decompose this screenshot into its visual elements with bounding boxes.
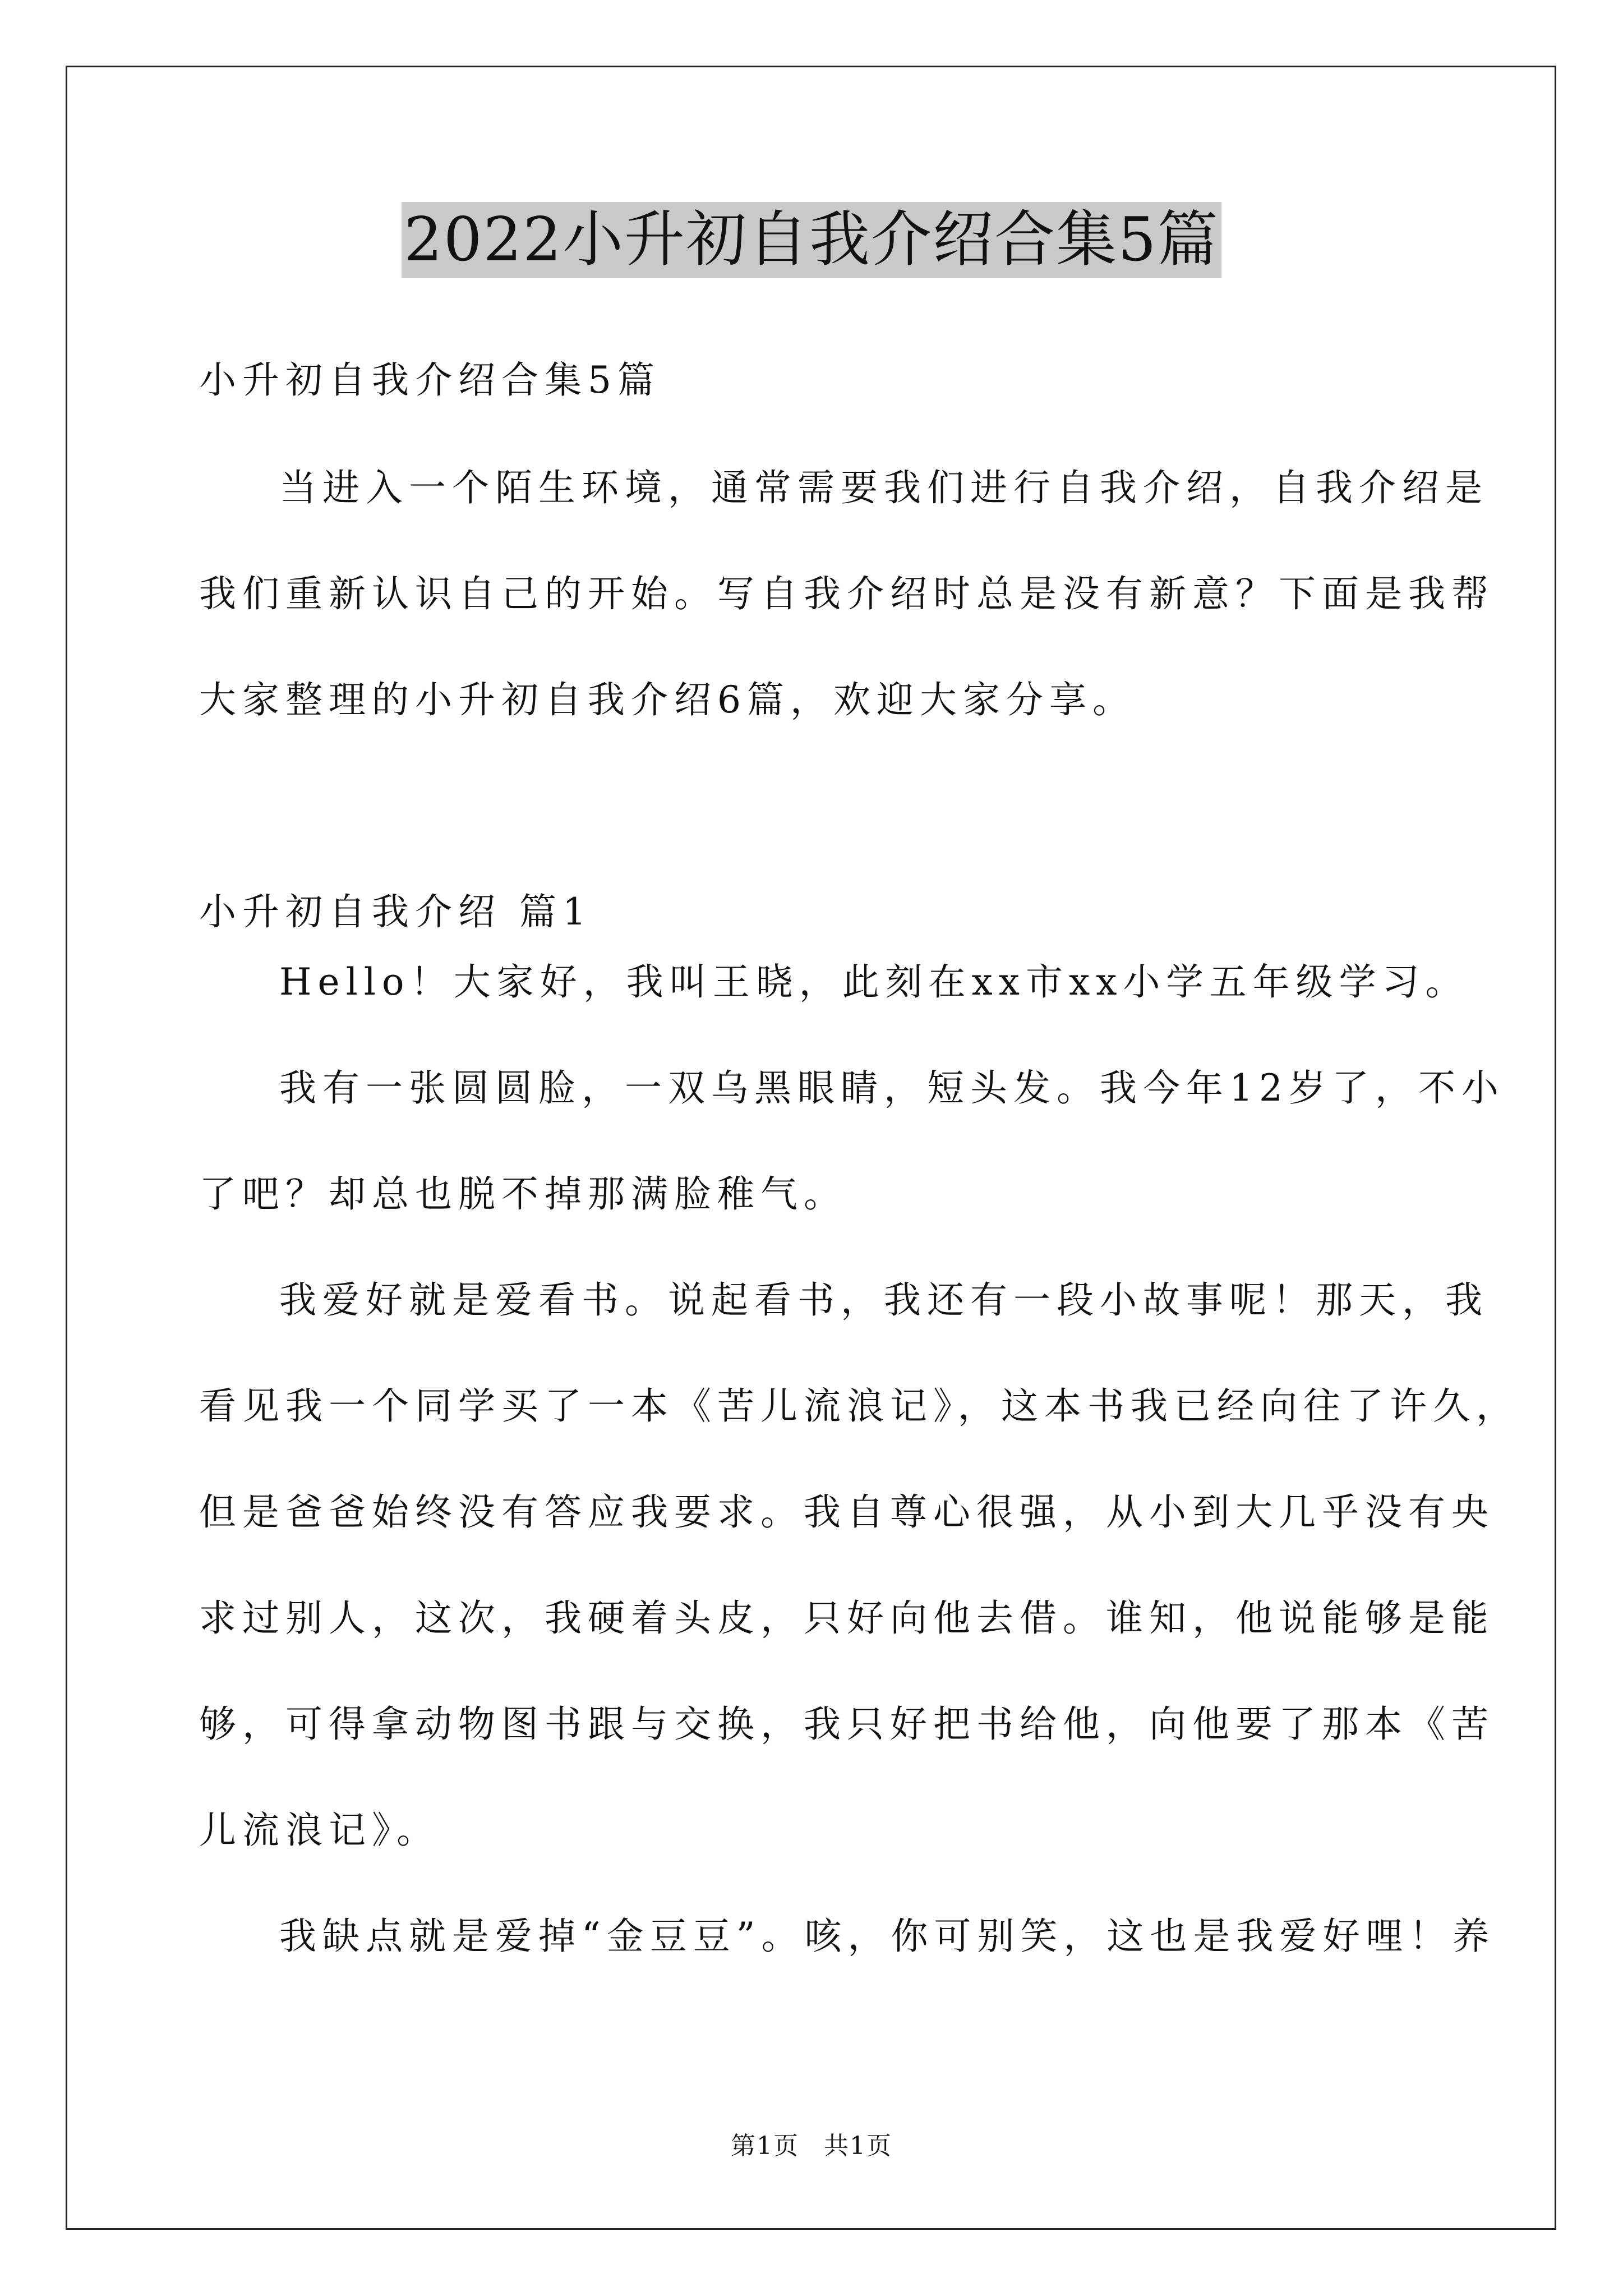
paragraph-line: 我有一张圆圆脸，一双乌黑眼睛，短头发。我今年12岁了，不小 <box>279 1066 1505 1110</box>
subtitle-line: 小升初自我介绍合集5篇 <box>199 358 661 402</box>
page-number: 第1页 <box>731 2132 799 2160</box>
paragraph-line: 了吧？却总也脱不掉那满脸稚气。 <box>199 1172 847 1216</box>
intro-line-3: 大家整理的小升初自我介绍6篇，欢迎大家分享。 <box>199 678 1136 721</box>
paragraph-line: 看见我一个同学买了一本《苦儿流浪记》，这本书我已经向往了许久， <box>199 1384 1519 1428</box>
section-heading: 小升初自我介绍 篇1 <box>199 890 592 933</box>
intro-line-2: 我们重新认识自己的开始。写自我介绍时总是没有新意？下面是我帮 <box>199 572 1495 615</box>
page-total: 共1页 <box>824 2132 892 2160</box>
paragraph-line: 儿流浪记》。 <box>199 1809 440 1852</box>
title-container <box>0 202 1623 278</box>
document-title: 2022小升初自我介绍合集5篇 <box>402 202 1221 278</box>
paragraph-line: Hello！大家好，我叫王晓，此刻在xx市xx小学五年级学习。 <box>279 960 1469 1004</box>
page-footer <box>0 2131 1623 2162</box>
paragraph-line: 求过别人，这次，我硬着头皮，只好向他去借。谁知，他说能够是能 <box>199 1596 1495 1640</box>
paragraph-line: 我爱好就是爱看书。说起看书，我还有一段小故事呢！那天，我 <box>279 1278 1488 1322</box>
paragraph-line: 够，可得拿动物图书跟与交换，我只好把书给他，向他要了那本《苦 <box>199 1703 1495 1746</box>
intro-line-1: 当进入一个陌生环境，通常需要我们进行自我介绍，自我介绍是 <box>279 466 1488 509</box>
paragraph-line: 但是爸爸始终没有答应我要求。我自尊心很强，从小到大几乎没有央 <box>199 1490 1495 1534</box>
paragraph-line: 我缺点就是爱掉“金豆豆”。咳，你可别笑，这也是我爱好哩！养 <box>279 1915 1496 1958</box>
